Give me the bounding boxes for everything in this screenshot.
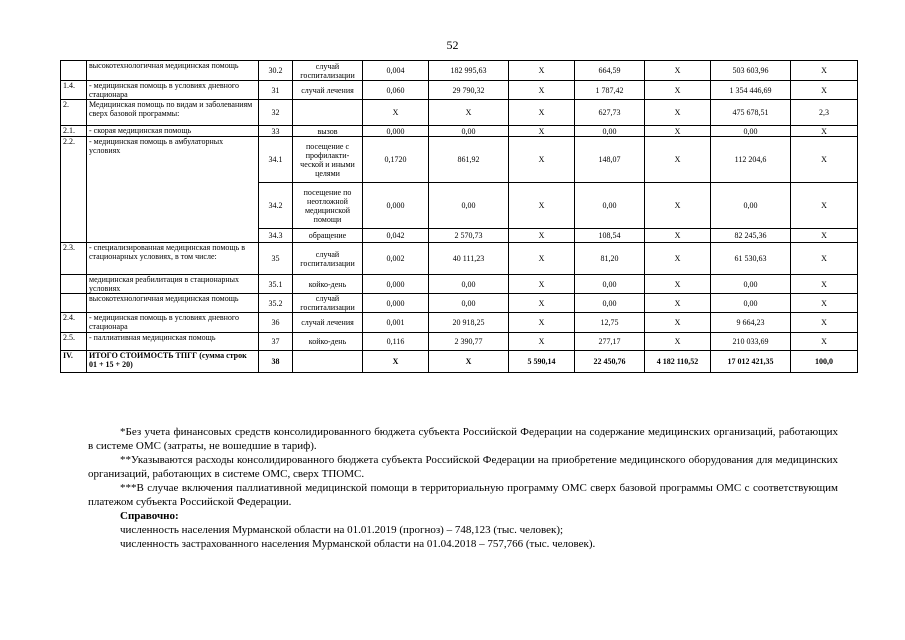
cell-c4: 12,75 (575, 313, 645, 333)
cell-c3: Х (509, 333, 575, 351)
cell-c3: Х (509, 81, 575, 100)
cell-c3: Х (509, 183, 575, 229)
cell-c7: Х (791, 333, 858, 351)
cell-c6: 1 354 446,69 (711, 81, 791, 100)
cell-c6: 475 678,51 (711, 100, 791, 126)
cell-line: 34.2 (259, 183, 293, 229)
cell-c2: 0,00 (429, 294, 509, 313)
cell-c2: 182 995,63 (429, 61, 509, 81)
cell-unit: койко-день (293, 275, 363, 294)
cell-num: 2. (61, 100, 87, 126)
table-row (61, 243, 858, 275)
cell-c2: 0,00 (429, 275, 509, 294)
cell-c2: 0,00 (429, 126, 509, 137)
cell-c7: Х (791, 183, 858, 229)
cell-name: медицинская реабилитация в стационарных условиях (87, 275, 259, 294)
cell-c7: Х (791, 61, 858, 81)
cell-c5: Х (645, 229, 711, 243)
cell-c5: Х (645, 81, 711, 100)
cell-c1: Х (363, 351, 429, 373)
cell-line: 35.2 (259, 294, 293, 313)
cell-c1: 0,004 (363, 61, 429, 81)
cell-line: 34.3 (259, 229, 293, 243)
reference-line-1: численность населения Мурманской области на 01.01.2019 (прогноз) – 748,123 (тыс. человек); (120, 524, 564, 536)
cell-num (61, 294, 87, 313)
cell-line: 33 (259, 126, 293, 137)
cell-c7: Х (791, 81, 858, 100)
cell-c1: 0,060 (363, 81, 429, 100)
cell-unit: случай госпитализации (293, 61, 363, 81)
cell-c7: Х (791, 313, 858, 333)
cell-c1: 0,1720 (363, 137, 429, 183)
cell-c5: Х (645, 183, 711, 229)
cell-unit: случай лечения (293, 313, 363, 333)
table-row (61, 351, 858, 373)
cell-c1: 0,000 (363, 126, 429, 137)
table-row (61, 126, 858, 137)
page-number: 52 (446, 38, 459, 52)
cell-unit: посещение с профилакти-ческой и иными целями (293, 137, 363, 183)
cell-unit (293, 351, 363, 373)
cell-unit: случай лечения (293, 81, 363, 100)
cell-c6: 503 603,96 (711, 61, 791, 81)
cell-c5: Х (645, 137, 711, 183)
cell-c4: 0,00 (575, 183, 645, 229)
cell-c7: Х (791, 126, 858, 137)
cell-name: высокотехнологичная медицинская помощь (87, 294, 259, 313)
cell-c1: 0,001 (363, 313, 429, 333)
table-row (61, 81, 858, 100)
cell-c2: 2 390,77 (429, 333, 509, 351)
footnote-3: ***В случае включения паллиативной медицинской помощи в территориальную программу ОМС сверх базовой программы ОМС с соответствующим платежом субъекта Российской Федерации. (88, 482, 838, 508)
cell-unit: вызов (293, 126, 363, 137)
cell-num: 2.1. (61, 126, 87, 137)
cell-name: - специализированная медицинская помощь в стационарных условиях, в том числе: (87, 243, 259, 275)
cell-unit: посещение по неотложной медицинской помощи (293, 183, 363, 229)
cell-c3: Х (509, 313, 575, 333)
cell-c5: Х (645, 126, 711, 137)
footnotes (88, 425, 838, 551)
table-row (61, 100, 858, 126)
cell-unit (293, 100, 363, 126)
table-row (61, 61, 858, 81)
cell-c6: 0,00 (711, 275, 791, 294)
cell-unit: случай госпитализации (293, 294, 363, 313)
table-row (61, 333, 858, 351)
cell-num (61, 275, 87, 294)
cell-c1: 0,002 (363, 243, 429, 275)
cell-c7: 100,0 (791, 351, 858, 373)
cell-c4: 81,20 (575, 243, 645, 275)
cell-num: 2.5. (61, 333, 87, 351)
cell-name: - медицинская помощь в условиях дневного стационара (87, 81, 259, 100)
cell-line: 35.1 (259, 275, 293, 294)
cell-name: - паллиативная медицинская помощь (87, 333, 259, 351)
cell-c7: Х (791, 275, 858, 294)
cell-name: Медицинская помощь по видам и заболеваниям сверх базовой программы: (87, 100, 259, 126)
cell-line: 36 (259, 313, 293, 333)
table-row (61, 294, 858, 313)
cell-num: 2.4. (61, 313, 87, 333)
cell-c4: 1 787,42 (575, 81, 645, 100)
cell-c4: 0,00 (575, 126, 645, 137)
cell-c1: 0,000 (363, 183, 429, 229)
cell-c3: Х (509, 294, 575, 313)
cell-c5: Х (645, 333, 711, 351)
cell-c4: 0,00 (575, 294, 645, 313)
cell-name: - медицинская помощь в условиях дневного стационара (87, 313, 259, 333)
reference-heading: Справочно: (120, 510, 179, 522)
cell-num: 1.4. (61, 81, 87, 100)
cell-c5: Х (645, 243, 711, 275)
cell-c7: Х (791, 137, 858, 183)
cell-c3: Х (509, 275, 575, 294)
cell-c2: 0,00 (429, 183, 509, 229)
cell-c4: 664,59 (575, 61, 645, 81)
cell-c4: 22 450,76 (575, 351, 645, 373)
cell-c5: 4 182 110,52 (645, 351, 711, 373)
cell-line: 31 (259, 81, 293, 100)
cell-c6: 0,00 (711, 183, 791, 229)
cell-line: 32 (259, 100, 293, 126)
cell-c1: 0,042 (363, 229, 429, 243)
cell-c1: 0,116 (363, 333, 429, 351)
cell-unit: обращение (293, 229, 363, 243)
cell-c2: 40 111,23 (429, 243, 509, 275)
cell-c4: 148,07 (575, 137, 645, 183)
reference-line-2: численность застрахованного населения Мурманской области на 01.04.2018 – 757,766 (тыс. человек). (120, 538, 596, 550)
cell-c3: Х (509, 229, 575, 243)
table-row (61, 275, 858, 294)
cell-c3: Х (509, 100, 575, 126)
cell-c6: 0,00 (711, 126, 791, 137)
cell-c3: 5 590,14 (509, 351, 575, 373)
table-row (61, 313, 858, 333)
cell-c2: 29 790,32 (429, 81, 509, 100)
cell-c2: Х (429, 100, 509, 126)
cell-c7: Х (791, 294, 858, 313)
cell-c2: Х (429, 351, 509, 373)
cell-c3: Х (509, 61, 575, 81)
cell-c4: 108,54 (575, 229, 645, 243)
cell-num: 2.2. (61, 137, 87, 243)
cell-c2: 861,92 (429, 137, 509, 183)
cell-c6: 9 664,23 (711, 313, 791, 333)
cell-c5: Х (645, 313, 711, 333)
cell-c7: Х (791, 229, 858, 243)
cell-c3: Х (509, 137, 575, 183)
cell-unit: случай госпитализации (293, 243, 363, 275)
table-row (61, 137, 858, 183)
cell-c1: Х (363, 100, 429, 126)
cell-c5: Х (645, 61, 711, 81)
cell-line: 35 (259, 243, 293, 275)
cell-c1: 0,000 (363, 294, 429, 313)
cell-c6: 17 012 421,35 (711, 351, 791, 373)
cell-c3: Х (509, 243, 575, 275)
cell-line: 37 (259, 333, 293, 351)
cell-name: - скорая медицинская помощь (87, 126, 259, 137)
cell-c5: Х (645, 100, 711, 126)
cell-name: высокотехнологичная медицинская помощь (87, 61, 259, 81)
cell-num: 2.3. (61, 243, 87, 275)
cell-c2: 2 570,73 (429, 229, 509, 243)
cell-c7: Х (791, 243, 858, 275)
cell-c2: 20 918,25 (429, 313, 509, 333)
cell-c5: Х (645, 275, 711, 294)
cell-c6: 61 530,63 (711, 243, 791, 275)
cell-name: - медицинская помощь в амбулаторных условиях (87, 137, 259, 243)
cell-c4: 277,17 (575, 333, 645, 351)
cell-line: 34.1 (259, 137, 293, 183)
cell-c6: 0,00 (711, 294, 791, 313)
cell-c7: 2,3 (791, 100, 858, 126)
footnote-1: *Без учета финансовых средств консолидированного бюджета субъекта Российской Федерации на содержание медицинских организаций, работающих в системе ОМС (затраты, не вошедшие в тариф). (88, 426, 838, 452)
cell-c5: Х (645, 294, 711, 313)
cell-c6: 210 033,69 (711, 333, 791, 351)
cell-c6: 112 204,6 (711, 137, 791, 183)
cell-c3: Х (509, 126, 575, 137)
cell-name: ИТОГО СТОИМОСТЬ ТПГГ (сумма строк 01 + 15 + 20) (87, 351, 259, 373)
cell-c1: 0,000 (363, 275, 429, 294)
cost-table (60, 60, 858, 373)
footnote-2: **Указываются расходы консолидированного бюджета субъекта Российской Федерации на приобретение медицинского оборудования для медицинских организаций, работающих в системе ОМС, сверх ТПОМС. (88, 454, 838, 480)
cell-num: IV. (61, 351, 87, 373)
cell-c4: 0,00 (575, 275, 645, 294)
cell-unit: койко-день (293, 333, 363, 351)
cell-c6: 82 245,36 (711, 229, 791, 243)
cell-num (61, 61, 87, 81)
cell-c4: 627,73 (575, 100, 645, 126)
cell-line: 38 (259, 351, 293, 373)
cell-line: 30.2 (259, 61, 293, 81)
